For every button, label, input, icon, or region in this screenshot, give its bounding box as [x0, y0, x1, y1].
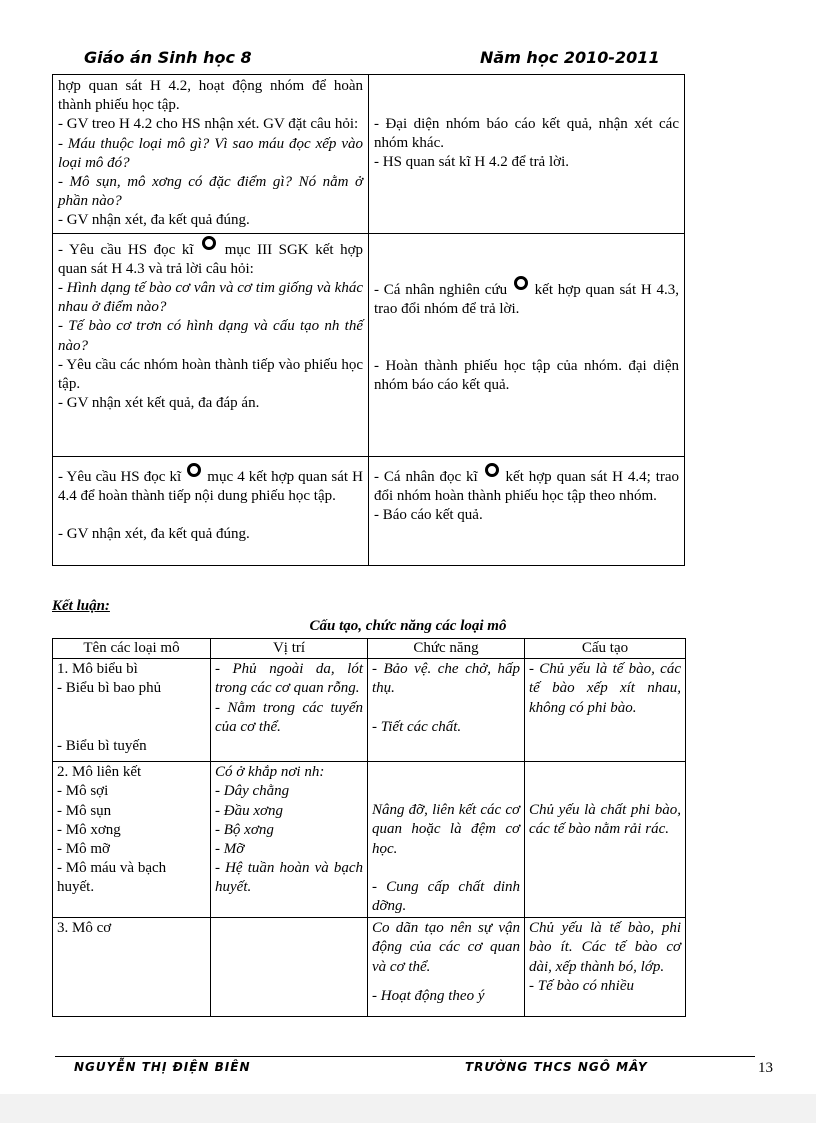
page-bottom-band [0, 1094, 816, 1123]
function-cell [368, 659, 525, 762]
cell-line: - Cung cấp chất dinh dỡng. [372, 878, 520, 915]
spacer [372, 977, 520, 987]
text-line: - Yêu cầu các nhóm hoàn thành tiếp vào phiếu học tập. [58, 356, 363, 393]
page-number: 13 [758, 1060, 773, 1076]
question-line: - Tế bào cơ trơn có hình dạng và cấu tạo nh thế nào? [58, 318, 363, 354]
cell-line: - Hoạt động theo ý [372, 987, 485, 1004]
text-part: - Yêu cầu HS đọc kĩ [58, 468, 182, 485]
text-line [58, 463, 363, 506]
text-line: - GV nhận xét, đa kết quả đúng. [58, 526, 250, 543]
cell-line: - Tế bào có nhiều [529, 977, 634, 994]
column-header: Chức năng [368, 639, 525, 659]
footer-rule [55, 1056, 755, 1057]
cell-line: - Biểu bì bao phủ [57, 680, 162, 697]
cell-line: - Mô máu và bạch huyết. [57, 860, 167, 896]
text-line: hợp quan sát H 4.2, hoạt động nhóm để hoàn thành phiếu học tập. [58, 78, 363, 114]
cell-line: - Bộ xơng [215, 821, 274, 838]
cell-line: 1. Mô biểu bì [57, 661, 138, 678]
structure-cell [525, 762, 686, 918]
cell-line: - Mô mỡ [57, 841, 110, 858]
text-line [374, 463, 679, 506]
question-line: - Hình dạng tế bào cơ vân và cơ tim giống và khác nhau ở điểm nào? [58, 280, 363, 316]
cell-line: - Dây chằng [215, 783, 290, 800]
student-activity-cell [369, 456, 685, 565]
conclusion-heading: Kết luận: [52, 598, 110, 614]
cell-line: - Phủ ngoài da, lót trong các cơ quan rỗng. [215, 661, 363, 697]
cell-line: - Mô sợi [57, 783, 109, 800]
position-cell [211, 659, 368, 762]
question-line: - Mô sụn, mô xơng có đặc điểm gì? Nó nằm ở phần nào? [58, 174, 363, 210]
function-cell [368, 762, 525, 918]
spacer [372, 699, 520, 718]
cell-line: Nâng đỡ, liên kết các cơ quan hoặc là đệm cơ học. [372, 802, 520, 857]
text-part: - Cá nhân nghiên cứu [374, 281, 508, 298]
text-part: kết hợp quan sát H 4.4; trao đổi nhóm hoàn thành phiếu học tập theo nhóm. [374, 468, 680, 504]
text-part: mục 4 kết hợp quan sát H 4.4 để hoàn thành tiếp nội dung phiếu học tập. [58, 468, 363, 504]
cell-line: - Chủ yếu là tế bào, các tế bào xếp xít nhau, không có phi bào. [529, 661, 681, 716]
cell-line: Chủ yếu là tế bào, phi bào ít. Các tế bào cơ dài, xếp thành bó, lớp. [529, 920, 681, 975]
cell-line: - Mỡ [215, 841, 245, 858]
cell-line: Co dãn tạo nên sự vận động của các cơ quan và cơ thể. [372, 920, 520, 975]
reference-circle-icon [202, 236, 216, 250]
cell-line: - Bảo vệ. che chở, hấp thụ. [372, 661, 520, 697]
table-row [53, 75, 685, 234]
position-cell [211, 762, 368, 918]
table-row [53, 762, 686, 918]
cell-line: - Mô sụn [57, 802, 112, 819]
table-row [53, 456, 685, 565]
cell-line: - Mô xơng [57, 821, 121, 838]
footer-author: NGUYỄN THỊ ĐIỆN BIÊN [74, 1060, 251, 1074]
header-year: Năm học 2010-2011 [480, 48, 660, 67]
reference-circle-icon [514, 276, 528, 290]
reference-circle-icon [187, 463, 201, 477]
tissue-name-cell [53, 918, 211, 1017]
spacer [374, 319, 679, 357]
table-title: Cấu tạo, chức năng các loại mô [309, 618, 507, 634]
tissue-table [52, 638, 686, 1017]
text-line: - GV treo H 4.2 cho HS nhận xét. GV đặt câu hỏi: [58, 116, 359, 133]
cell-line: - Nằm trong các tuyến của cơ thể. [215, 699, 363, 735]
text-line: - Đại diện nhóm báo cáo kết quả, nhận xét các nhóm khác. [374, 116, 679, 152]
column-header: Vị trí [211, 639, 368, 659]
text-line: - Báo cáo kết quả. [374, 507, 483, 524]
spacer [374, 236, 679, 276]
text-line [58, 236, 363, 279]
text-line: - GV nhận xét kết quả, đa đáp án. [58, 395, 260, 412]
column-header: Cấu tạo [525, 639, 686, 659]
text-line: - Hoàn thành phiếu học tập của nhóm. đại diện nhóm báo cáo kết quả. [374, 358, 679, 394]
spacer [529, 763, 681, 801]
cell-line: Có ở khắp nơi nh: [215, 764, 325, 781]
student-activity-cell [369, 233, 685, 456]
question-line: - Máu thuộc loại mô gì? Vì sao máu đọc xếp vào loại mô đó? [58, 135, 363, 171]
cell-line: 2. Mô liên kết [57, 764, 142, 781]
cell-line: - Tiết các chất. [372, 718, 462, 735]
table-row [53, 659, 686, 762]
student-activity-cell [369, 75, 685, 234]
tissue-name-cell [53, 762, 211, 918]
teacher-activity-cell [53, 75, 369, 234]
footer-school: TRƯỜNG THCS NGÔ MÂY [465, 1060, 648, 1074]
structure-cell [525, 918, 686, 1017]
text-part: mục III SGK kết hợp quan sát H 4.3 và trả lời câu hỏi: [58, 241, 364, 277]
teacher-activity-cell [53, 233, 369, 456]
text-line [374, 276, 679, 319]
activity-table [52, 74, 685, 566]
spacer [372, 763, 520, 801]
header-subject: Giáo án Sinh học 8 [84, 48, 252, 67]
text-part: - Yêu cầu HS đọc kĩ [58, 241, 194, 258]
text-part: kết hợp quan sát H 4.3, trao đổi nhóm để trả lời. [374, 281, 680, 317]
position-cell [211, 918, 368, 1017]
cell-line: - Biểu bì tuyến [57, 737, 147, 754]
function-cell [368, 918, 525, 1017]
cell-line: - Đầu xơng [215, 802, 283, 819]
text-line: - GV nhận xét, đa kết quả đúng. [58, 212, 250, 229]
structure-cell [525, 659, 686, 762]
cell-line: 3. Mô cơ [57, 920, 112, 937]
text-part: - Cá nhân đọc kĩ [374, 468, 478, 485]
reference-circle-icon [485, 463, 499, 477]
cell-line: Chủ yếu là chất phi bào, các tế bào nằm rải rác. [529, 802, 681, 838]
teacher-activity-cell [53, 456, 369, 565]
column-header: Tên các loại mô [53, 639, 211, 659]
spacer [58, 506, 363, 525]
spacer [374, 77, 679, 115]
spacer [372, 859, 520, 878]
text-line: - HS quan sát kĩ H 4.2 để trả lời. [374, 154, 569, 171]
cell-line: - Hệ tuần hoàn và bạch huyết. [215, 860, 363, 896]
table-row [53, 233, 685, 456]
table-header-row [53, 639, 686, 659]
tissue-name-cell [53, 659, 211, 762]
spacer [57, 699, 206, 737]
table-row [53, 918, 686, 1017]
